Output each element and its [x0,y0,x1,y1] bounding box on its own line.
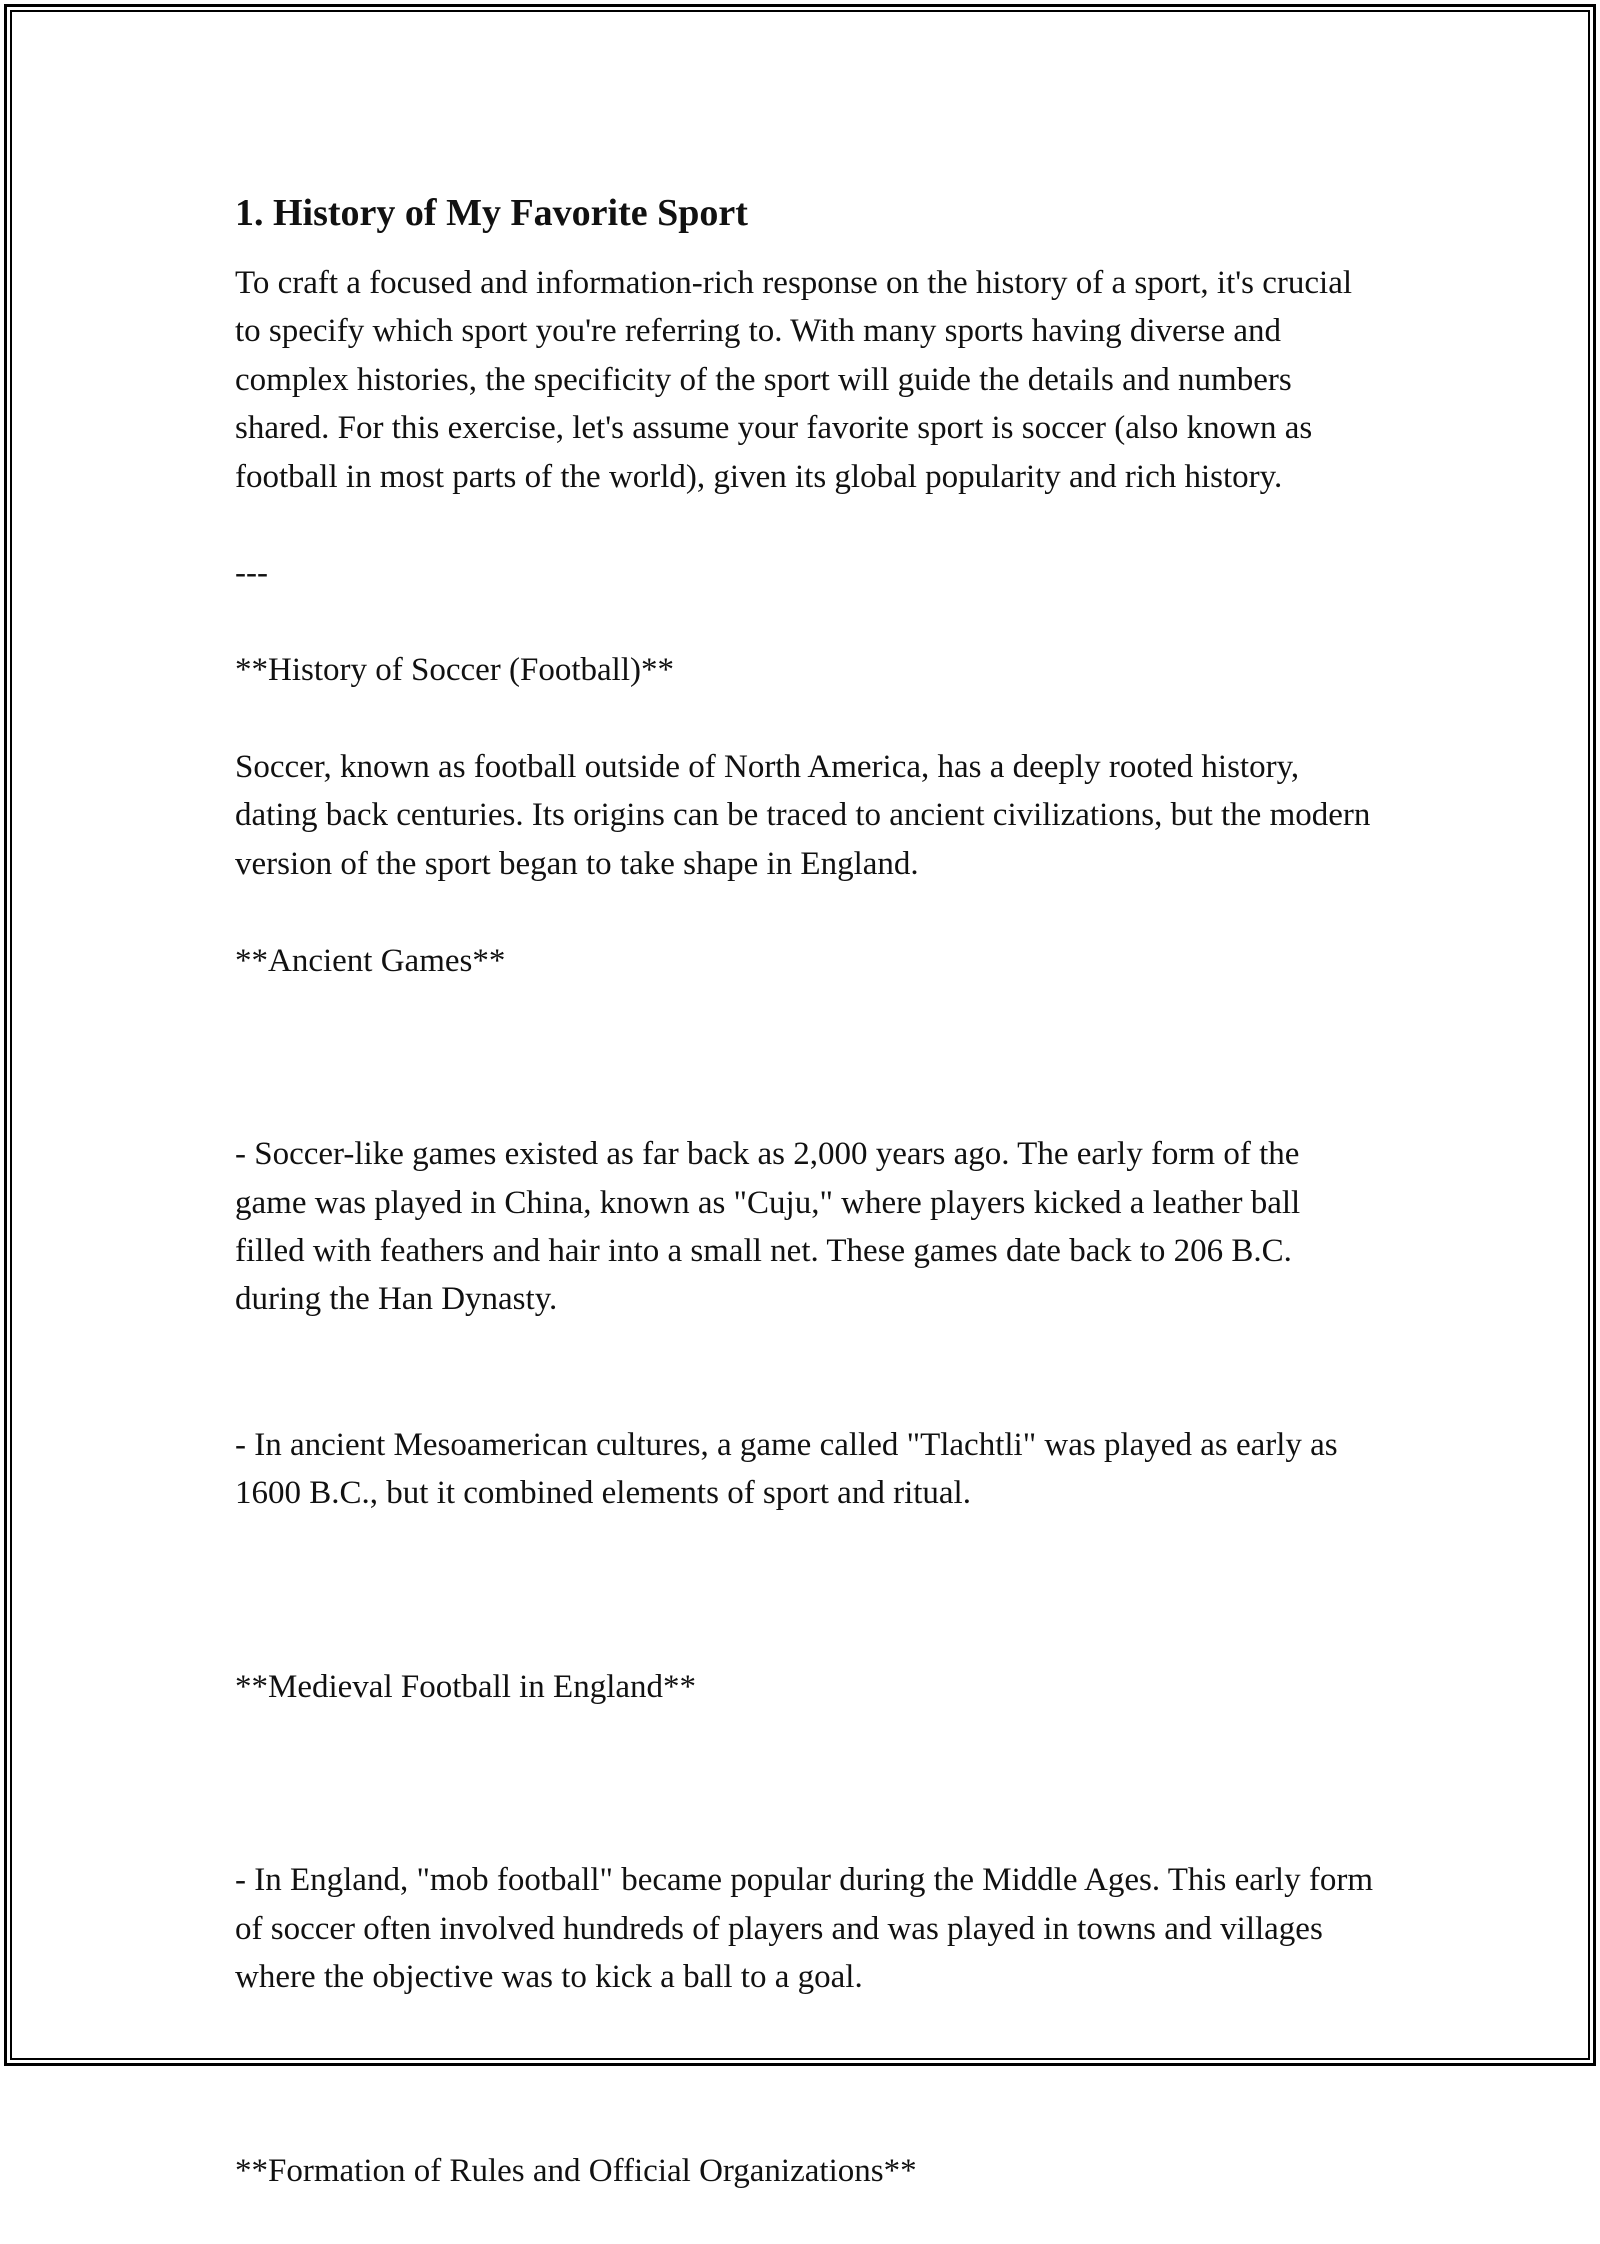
medieval-heading: **Medieval Football in England** [235,1668,697,1705]
history-paragraph: Soccer, known as football outside of North America, has a deeply rooted history, dating back centuries. Its origins can be traced to ancient civilizations, but the modern version of the sport began to take shape in England. [235,749,1379,882]
list-item: - In England, "mob football" became popular during the Middle Ages. This early form of soccer often involved hundreds of players and was played in towns and villages where the objective was to kick a ball to a goal. [235,1862,1382,1996]
section-separator: --- [235,555,268,592]
history-heading: **History of Soccer (Football)** [235,652,675,689]
document-title: 1. History of My Favorite Sport [235,192,748,234]
list-item: - Soccer-like games existed as far back as 2,000 years ago. The early form of the game was played in China, known as "Cuju," where players kicked a leather ball filled with feathers and hair into a small net. These games date back to 206 B.C. during the Han Dynasty. [235,1136,1309,1318]
medieval-list [235,1759,1382,2098]
intro-paragraph: To craft a focused and information-rich response on the history of a sport, it's crucial to specify which sport you're referring to. With many sports having diverse and complex histories, the specificity of the sport will guide the details and numbers shared. For this exercise, let's assume your favorite sport is soccer (also known as football in most parts of the world), given its global popularity and rich history. [235,265,1361,495]
rules-heading: **Formation of Rules and Official Organizations** [235,2152,917,2189]
ancient-games-heading: **Ancient Games** [235,942,506,979]
ancient-games-list [235,1033,1375,1614]
list-item: - In ancient Mesoamerican cultures, a game called "Tlachtli" was played as early as 1600 B.C., but it combined elements of sport and ritual. [235,1426,1346,1512]
document-body [235,185,1382,2244]
